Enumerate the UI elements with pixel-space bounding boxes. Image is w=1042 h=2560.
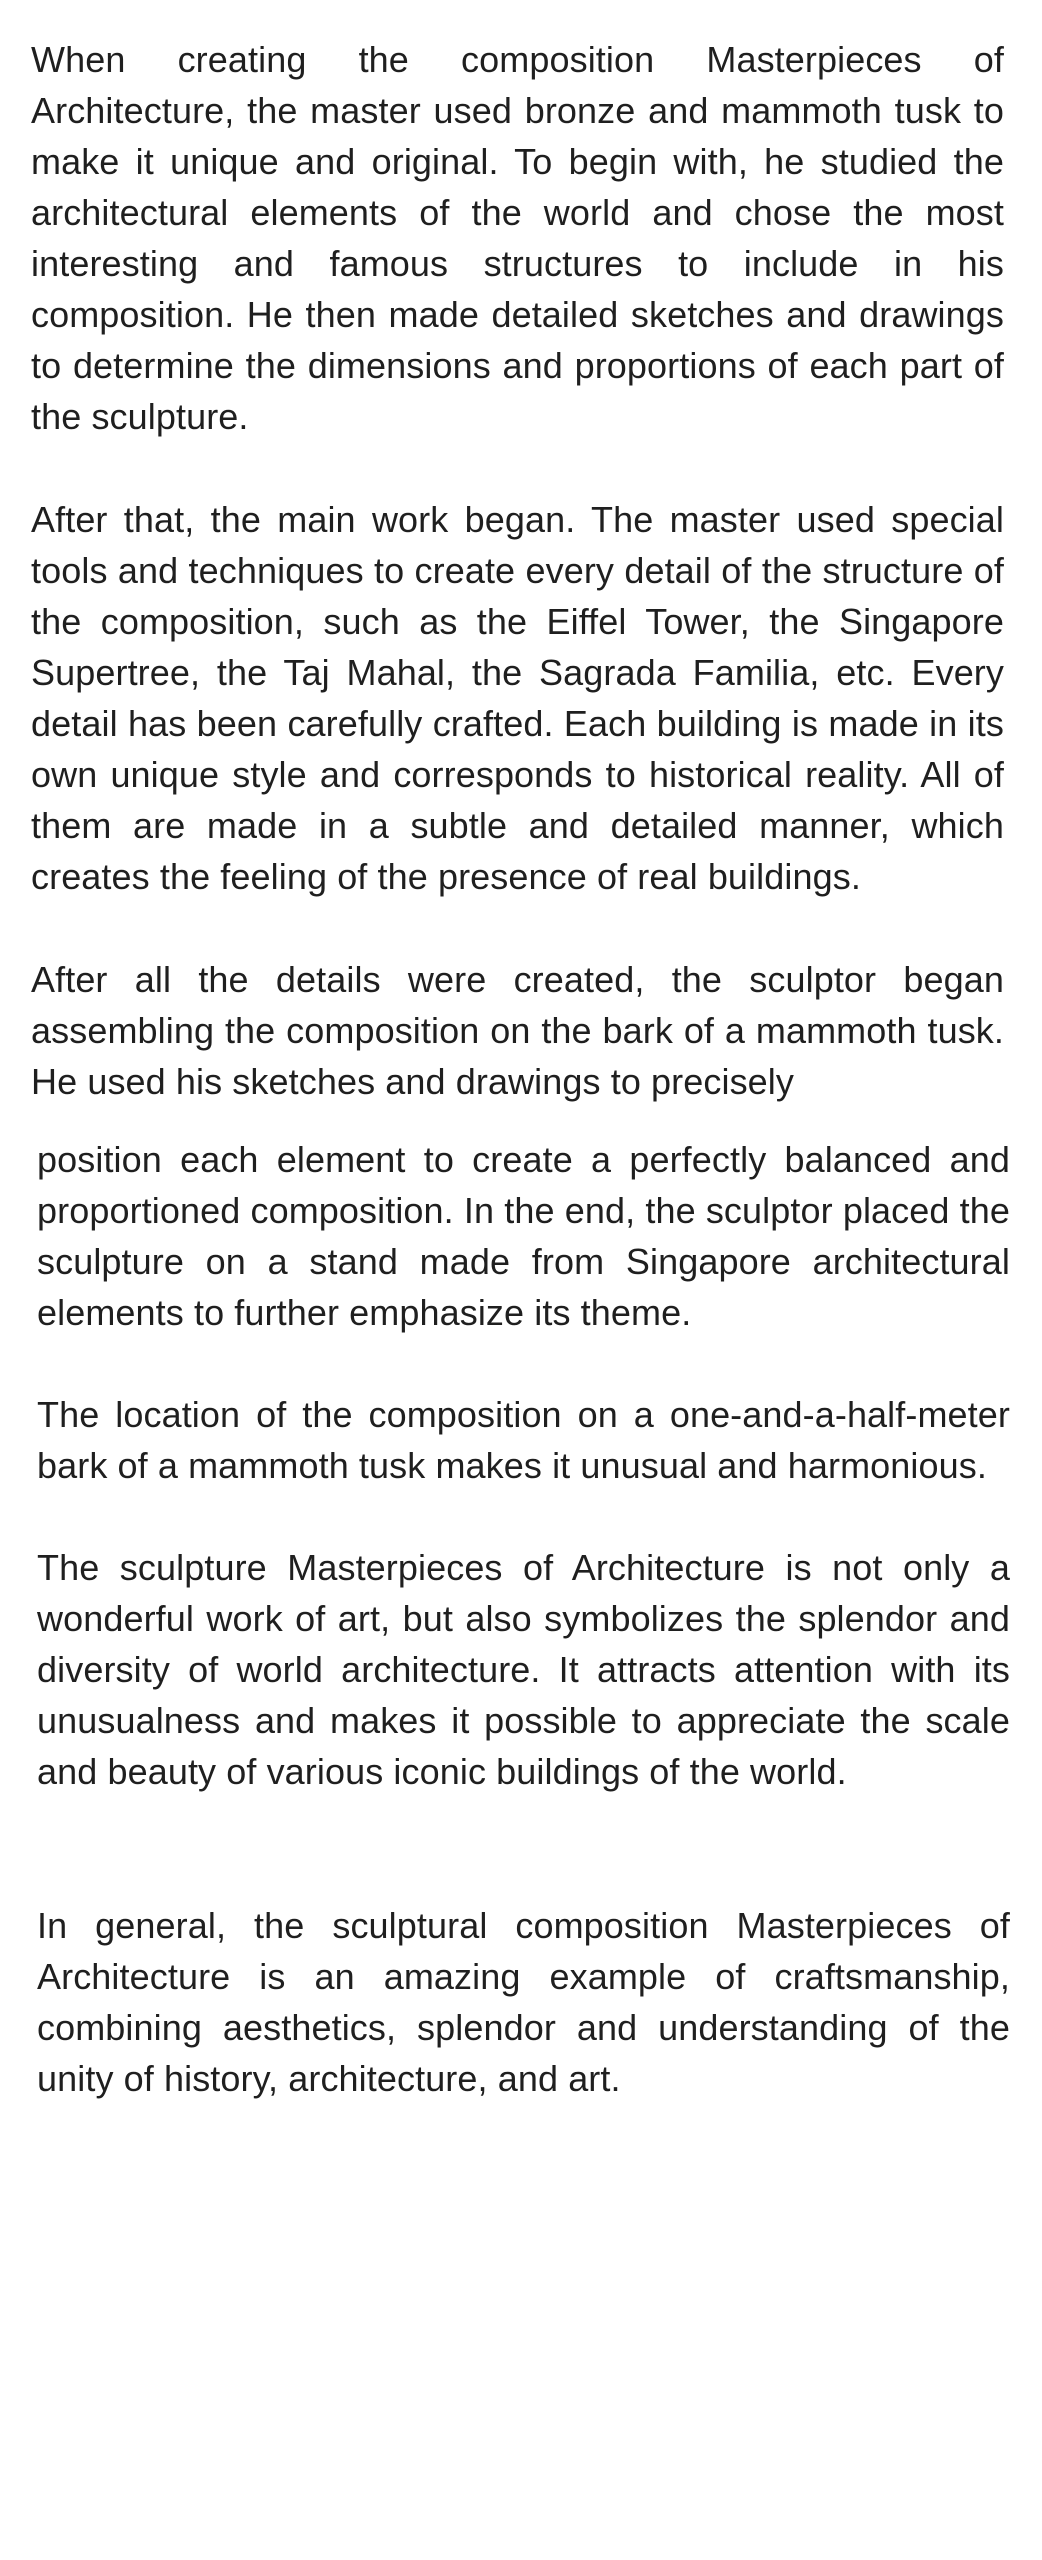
paragraph-assembly-start: After all the details were created, the sculptor began assembling the composition on the bark of a mammoth tusk. He used his sketches and drawings to precisely	[31, 959, 1004, 1102]
paragraph-assembly-continued: position each element to create a perfectly balanced and proportioned composition. In the end, the sculptor placed the sculpture on a stand made from Singapore architectural elements to further emphasize its theme.	[37, 1139, 1010, 1333]
paragraph-conclusion: In general, the sculptural composition Masterpieces of Architecture is an amazing example of craftsmanship, combining aesthetics, splendor and understanding of the unity of history, architecture, and art.	[37, 1905, 1010, 2099]
paragraph-main-work: After that, the main work began. The master used special tools and techniques to create every detail of the structure of the composition, such as the Eiffel Tower, the Singapore Supertree, the Taj Mahal, the Sagrada Familia, etc. Every detail has been carefully crafted. Each building is made in its own unique style and corresponds to historical reality. All of them are made in a subtle and detailed manner, which creates the feeling of the presence of real buildings.	[31, 499, 1004, 897]
paragraph-significance: The sculpture Masterpieces of Architecture is not only a wonderful work of art, but also symbolizes the splendor and diversity of world architecture. It attracts attention with its unusualness and makes it possible to appreciate the scale and beauty of various iconic buildings of the world.	[37, 1547, 1010, 1792]
paragraph-creation-process: When creating the composition Masterpieces of Architecture, the master used bronze and mammoth tusk to make it unique and original. To begin with, he studied the architectural elements of the world and chose the most interesting and famous structures to include in his composition. He then made detailed sketches and drawings to determine the dimensions and proportions of each part of the sculpture.	[31, 39, 1004, 437]
paragraph-location: The location of the composition on a one-and-a-half-meter bark of a mammoth tusk makes it unusual and harmonious.	[37, 1394, 1010, 1486]
